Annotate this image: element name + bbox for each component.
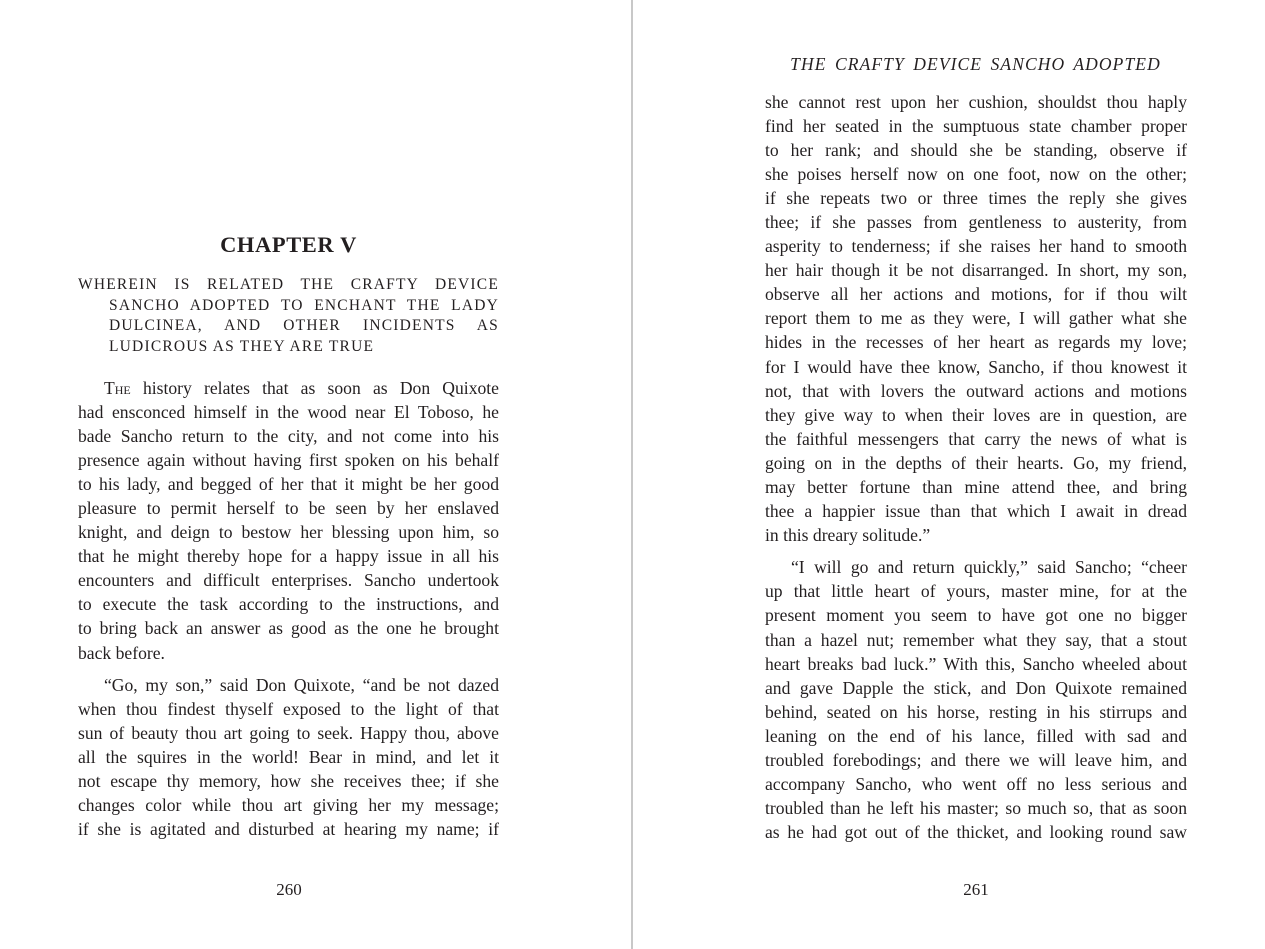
text-line: thee; if she passes from gentleness to austerity, from	[765, 212, 1187, 233]
chapter-subtitle	[78, 275, 499, 358]
right-page	[634, 0, 1265, 949]
text-line: “Go, my son,” said Don Quixote, “and be not dazed	[104, 675, 499, 696]
paragraph	[78, 376, 499, 665]
text-line: pleasure to permit herself to be seen by her enslaved	[78, 498, 499, 519]
text-line: the faithful messengers that carry the news of what is	[765, 428, 1187, 449]
left-page-body	[78, 376, 499, 850]
text-line: her hair though it be not disarranged. In short, my son,	[765, 260, 1187, 281]
chapter-title: CHAPTER V	[220, 232, 357, 257]
text-line: and gave Dapple the stick, and Don Quixote remained	[765, 677, 1187, 698]
text-line: for I would have thee know, Sancho, if thou knowest it	[765, 356, 1187, 377]
text-line: than a hazel nut; remember what they say, that a stout	[765, 629, 1187, 650]
text-line: encounters and difficult enterprises. Sancho undertook	[78, 570, 499, 591]
paragraph	[78, 673, 499, 841]
text-line-content: history relates that as soon as Don Quixote	[130, 378, 499, 398]
text-line: had ensconced himself in the wood near El Toboso, he	[78, 402, 499, 423]
text-line: all the squires in the world! Bear in mind, and let it	[78, 747, 499, 768]
running-head: THE CRAFTY DEVICE SANCHO ADOPTED	[790, 54, 1161, 74]
text-line: leaning on the end of his lance, filled with sad and	[765, 725, 1187, 746]
text-line: “I will go and return quickly,” said Sancho; “cheer	[791, 557, 1187, 578]
text-line: to his lady, and begged of her that it might be her good	[78, 474, 499, 495]
chapter-subtitle-line: LUDICROUS AS THEY ARE TRUE	[109, 338, 375, 356]
chapter-subtitle-line: DULCINEA, AND OTHER INCIDENTS AS	[109, 317, 499, 335]
text-line: report them to me as they were, I will gather what she	[765, 308, 1187, 329]
page-number: 261	[963, 880, 989, 899]
page-divider	[631, 0, 633, 949]
text-line: may better fortune than mine attend thee, and bring	[765, 476, 1187, 497]
text-line: to execute the task according to the instructions, and	[78, 594, 499, 615]
right-page-body	[765, 90, 1187, 852]
text-line: observe all her actions and motions, for if thou wilt	[765, 284, 1187, 305]
text-line: sun of beauty thou art going to seek. Happy thou, above	[78, 723, 499, 744]
text-line: as he had got out of the thicket, and looking round saw	[765, 821, 1187, 842]
chapter-subtitle-line: WHEREIN IS RELATED THE CRAFTY DEVICE	[78, 276, 499, 293]
text-line: troubled forebodings; and there we will leave him, and	[765, 749, 1187, 770]
paragraph	[765, 90, 1187, 547]
text-line: up that little heart of yours, master mine, for at the	[765, 581, 1187, 602]
text-line: troubled than he left his master; so much so, that as soon	[765, 797, 1187, 818]
text-line: present moment you seem to have got one no bigger	[765, 605, 1187, 626]
text-line: to bring back an answer as good as the one he brought	[78, 618, 499, 639]
text-line: back before.	[78, 642, 165, 663]
page-number: 260	[276, 880, 302, 899]
text-line: if she repeats two or three times the reply she gives	[765, 188, 1187, 209]
text-line: they give way to when their loves are in question, are	[765, 404, 1187, 425]
text-line: thee a happier issue than that which I await in dread	[765, 500, 1187, 521]
text-line: knight, and deign to bestow her blessing upon him, so	[78, 522, 499, 543]
text-line: she cannot rest upon her cushion, shouldst thou haply	[765, 92, 1187, 112]
text-line: hides in the recesses of her heart as regards my love;	[765, 332, 1187, 353]
text-line: presence again without having first spoken on his behalf	[78, 450, 499, 471]
text-line: in this dreary solitude.”	[765, 524, 931, 545]
text-line: going on in the depths of their hearts. Go, my friend,	[765, 452, 1187, 473]
text-line: changes color while thou art giving her my message;	[78, 795, 499, 816]
paragraph	[765, 555, 1187, 844]
text-line: bade Sancho return to the city, and not come into his	[78, 426, 499, 447]
text-line: behind, seated on his horse, resting in his stirrups and	[765, 701, 1187, 722]
text-line: that he might thereby hope for a happy issue in all his	[78, 546, 499, 567]
text-line: if she is agitated and disturbed at hearing my name; if	[78, 819, 499, 840]
text-line: asperity to tenderness; if she raises her hand to smooth	[765, 236, 1187, 257]
text-line: not, that with lovers the outward actions and motions	[765, 380, 1187, 401]
text-line: to her rank; and should she be standing, observe if	[765, 140, 1187, 161]
text-line: find her seated in the sumptuous state chamber proper	[765, 116, 1187, 137]
chapter-subtitle-line: SANCHO ADOPTED TO ENCHANT THE LADY	[109, 296, 499, 314]
dropcap-word: The	[104, 378, 131, 398]
text-line	[78, 376, 499, 400]
text-line: she poises herself now on one foot, now on the other;	[765, 164, 1187, 185]
text-line: when thou findest thyself exposed to the light of that	[78, 699, 499, 720]
text-line: not escape thy memory, how she receives thee; if she	[78, 771, 499, 792]
left-page	[0, 0, 631, 949]
text-line: heart breaks bad luck.” With this, Sancho wheeled about	[765, 653, 1187, 674]
text-line: accompany Sancho, who went off no less serious and	[765, 773, 1187, 794]
